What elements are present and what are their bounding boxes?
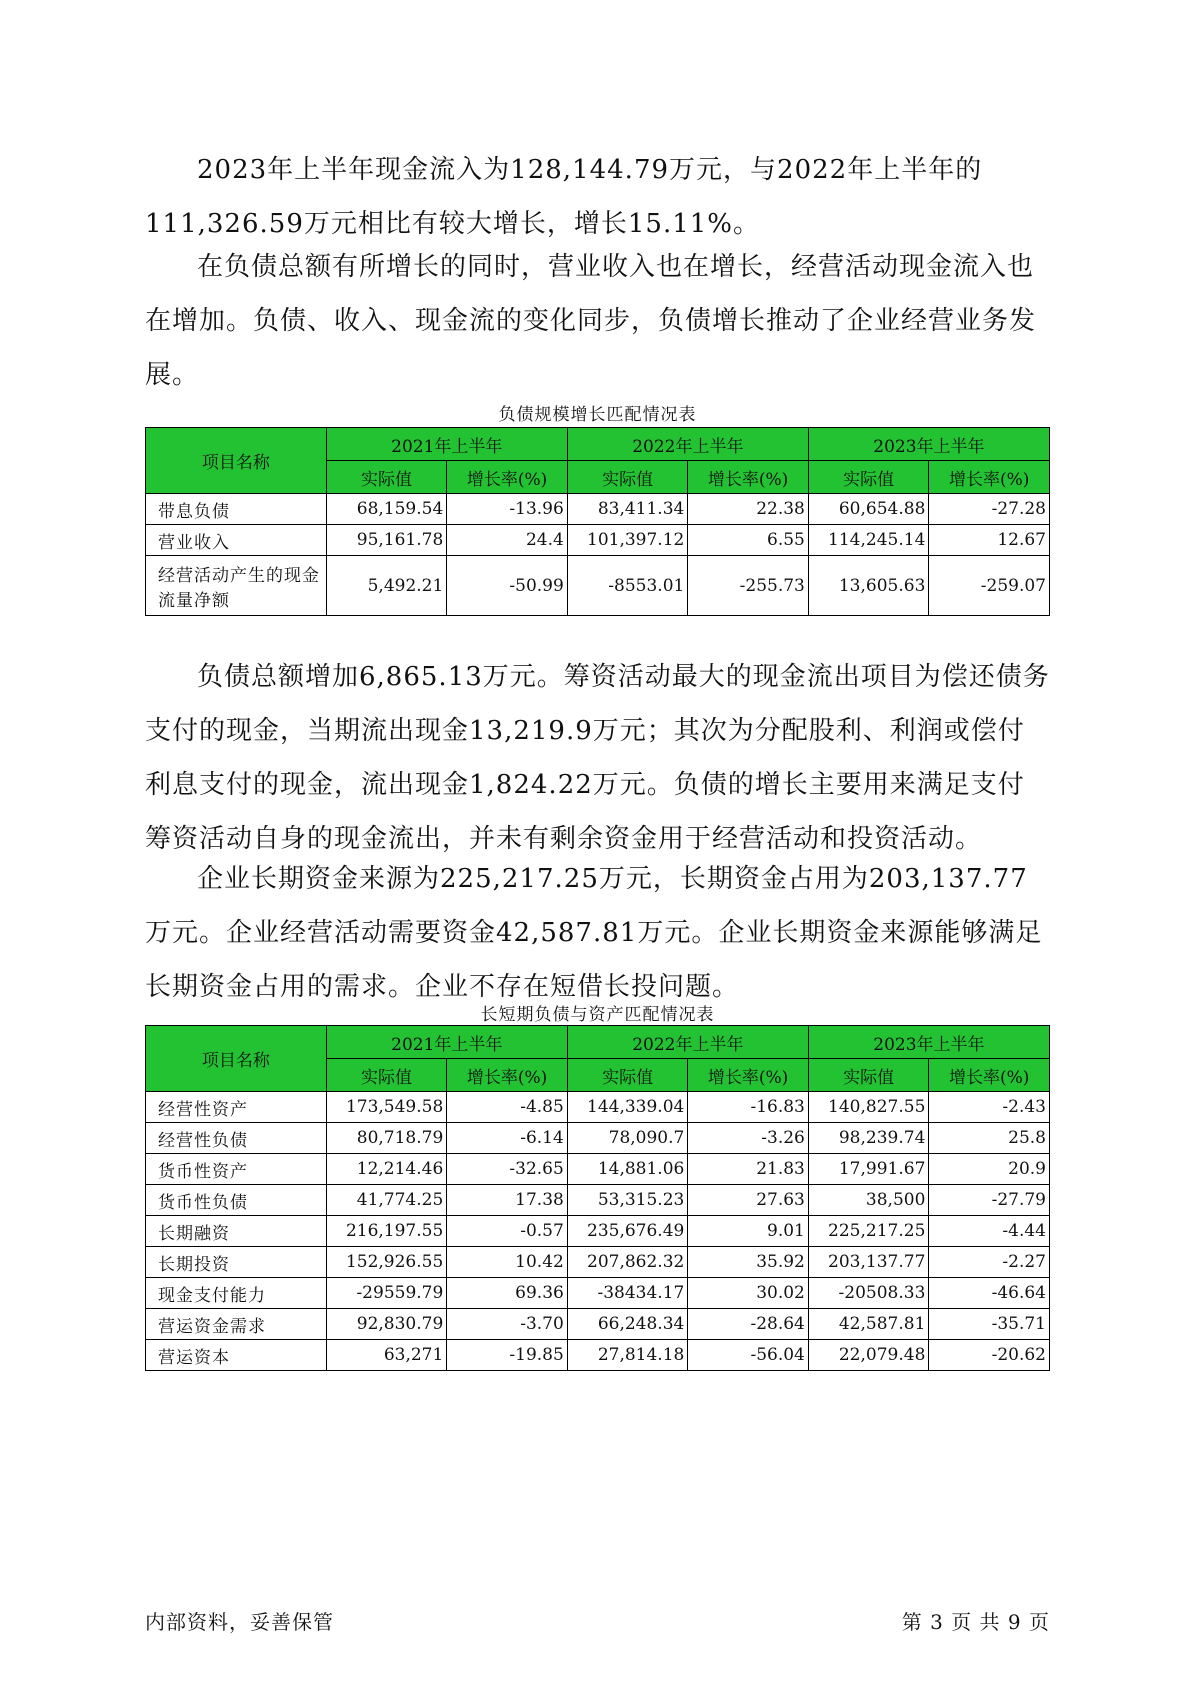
actual-value-cell: 83,411.34	[567, 494, 688, 525]
table-row	[146, 1278, 1050, 1309]
table-row	[146, 1216, 1050, 1247]
period-header: 2022年上半年	[567, 428, 808, 461]
actual-value-cell: 140,827.55	[808, 1092, 929, 1123]
growth-rate-header: 增长率(%)	[688, 1059, 809, 1092]
row-item-name: 货币性资产	[146, 1154, 327, 1185]
table-row	[146, 556, 1050, 616]
actual-value-cell: 42,587.81	[808, 1309, 929, 1340]
paragraph-cash-inflow: 2023年上半年现金流入为128,144.79万元，与2022年上半年的111,326.59万元相比有较大增长，增长15.11%。	[145, 155, 983, 239]
growth-rate-cell: -6.14	[447, 1123, 568, 1154]
table-row	[146, 1154, 1050, 1185]
row-item-name: 经营活动产生的现金流量净额	[146, 556, 327, 616]
growth-rate-cell: -35.71	[929, 1309, 1050, 1340]
actual-value-cell: 95,161.78	[326, 525, 447, 556]
actual-value-header: 实际值	[567, 461, 688, 494]
growth-rate-cell: -0.57	[447, 1216, 568, 1247]
actual-value-cell: 53,315.23	[567, 1185, 688, 1216]
row-item-name: 经营性资产	[146, 1092, 327, 1123]
item-name-header: 项目名称	[146, 428, 327, 494]
period-header: 2021年上半年	[326, 1026, 567, 1059]
growth-rate-cell: -4.85	[447, 1092, 568, 1123]
growth-rate-cell: -27.28	[929, 494, 1050, 525]
table2-caption: 长短期负债与资产匹配情况表	[480, 1005, 715, 1025]
liability-growth-table	[145, 427, 1050, 616]
paragraph-liability-growth: 在负债总额有所增长的同时，营业收入也在增长，经营活动现金流入也在增加。负债、收入、现金流的变化同步，负债增长推动了企业经营业务发展。	[145, 252, 1037, 390]
growth-rate-cell: -28.64	[688, 1309, 809, 1340]
actual-value-cell: -38434.17	[567, 1278, 688, 1309]
table1-body	[146, 494, 1050, 616]
actual-value-cell: 101,397.12	[567, 525, 688, 556]
row-item-name: 带息负债	[146, 494, 327, 525]
actual-value-cell: -20508.33	[808, 1278, 929, 1309]
actual-value-cell: 173,549.58	[326, 1092, 447, 1123]
actual-value-cell: 41,774.25	[326, 1185, 447, 1216]
growth-rate-cell: 69.36	[447, 1278, 568, 1309]
growth-rate-cell: -13.96	[447, 494, 568, 525]
table-row	[146, 1247, 1050, 1278]
actual-value-cell: 225,217.25	[808, 1216, 929, 1247]
table-row	[146, 494, 1050, 525]
actual-value-cell: 13,605.63	[808, 556, 929, 616]
actual-value-cell: 22,079.48	[808, 1340, 929, 1371]
table-row	[146, 1092, 1050, 1123]
actual-value-cell: 12,214.46	[326, 1154, 447, 1185]
growth-rate-cell: -2.43	[929, 1092, 1050, 1123]
row-item-name: 经营性负债	[146, 1123, 327, 1154]
growth-rate-cell: -50.99	[447, 556, 568, 616]
actual-value-cell: 203,137.77	[808, 1247, 929, 1278]
actual-value-cell: 216,197.55	[326, 1216, 447, 1247]
paragraph-long-term-funds: 企业长期资金来源为225,217.25万元，长期资金占用为203,137.77万元。企业经营活动需要资金42,587.81万元。企业长期资金来源能够满足长期资金占用的需求。企业不存在短借长投问题。	[145, 864, 1043, 1002]
table1-caption: 负债规模增长匹配情况表	[498, 405, 697, 425]
actual-value-cell: 5,492.21	[326, 556, 447, 616]
table2-body	[146, 1092, 1050, 1371]
growth-rate-cell: -3.70	[447, 1309, 568, 1340]
growth-rate-cell: 17.38	[447, 1185, 568, 1216]
growth-rate-cell: 27.63	[688, 1185, 809, 1216]
asset-liability-match-table	[145, 1025, 1050, 1371]
actual-value-cell: 98,239.74	[808, 1123, 929, 1154]
period-header: 2022年上半年	[567, 1026, 808, 1059]
growth-rate-cell: 20.9	[929, 1154, 1050, 1185]
actual-value-cell: 80,718.79	[326, 1123, 447, 1154]
actual-value-cell: 152,926.55	[326, 1247, 447, 1278]
row-item-name: 长期融资	[146, 1216, 327, 1247]
table-row	[146, 1123, 1050, 1154]
growth-rate-cell: 10.42	[447, 1247, 568, 1278]
growth-rate-cell: 9.01	[688, 1216, 809, 1247]
growth-rate-header: 增长率(%)	[447, 461, 568, 494]
actual-value-cell: 114,245.14	[808, 525, 929, 556]
actual-value-cell: 92,830.79	[326, 1309, 447, 1340]
table-row	[146, 1340, 1050, 1371]
period-header: 2023年上半年	[808, 428, 1049, 461]
actual-value-cell: 235,676.49	[567, 1216, 688, 1247]
actual-value-cell: 27,814.18	[567, 1340, 688, 1371]
period-header: 2021年上半年	[326, 428, 567, 461]
actual-value-header: 实际值	[326, 1059, 447, 1092]
growth-rate-cell: -255.73	[688, 556, 809, 616]
growth-rate-cell: -2.27	[929, 1247, 1050, 1278]
actual-value-cell: 78,090.7	[567, 1123, 688, 1154]
growth-rate-cell: -4.44	[929, 1216, 1050, 1247]
actual-value-cell: -8553.01	[567, 556, 688, 616]
growth-rate-cell: 22.38	[688, 494, 809, 525]
growth-rate-header: 增长率(%)	[929, 461, 1050, 494]
table-row	[146, 1309, 1050, 1340]
actual-value-cell: 38,500	[808, 1185, 929, 1216]
growth-rate-cell: 24.4	[447, 525, 568, 556]
growth-rate-cell: 12.67	[929, 525, 1050, 556]
table-row	[146, 525, 1050, 556]
growth-rate-header: 增长率(%)	[447, 1059, 568, 1092]
row-item-name: 长期投资	[146, 1247, 327, 1278]
actual-value-cell: 14,881.06	[567, 1154, 688, 1185]
footer-page-number: 第 3 页 共 9 页	[901, 1610, 1050, 1634]
actual-value-header: 实际值	[808, 461, 929, 494]
growth-rate-cell: -46.64	[929, 1278, 1050, 1309]
actual-value-cell: -29559.79	[326, 1278, 447, 1309]
row-item-name: 货币性负债	[146, 1185, 327, 1216]
growth-rate-cell: 21.83	[688, 1154, 809, 1185]
row-item-name: 现金支付能力	[146, 1278, 327, 1309]
growth-rate-cell: 25.8	[929, 1123, 1050, 1154]
paragraph-financing-outflow: 负债总额增加6,865.13万元。筹资活动最大的现金流出项目为偿还债务支付的现金，当期流出现金13,219.9万元；其次为分配股利、利润或偿付利息支付的现金，流出现金1,824.22万元。负债的增长主要用来满足支付筹资活动自身的现金流出，并未有剩余资金用于经营活动和投资活动。	[145, 662, 1050, 854]
growth-rate-cell: -20.62	[929, 1340, 1050, 1371]
row-item-name: 营运资本	[146, 1340, 327, 1371]
growth-rate-cell: -19.85	[447, 1340, 568, 1371]
actual-value-cell: 68,159.54	[326, 494, 447, 525]
growth-rate-header: 增长率(%)	[929, 1059, 1050, 1092]
actual-value-cell: 66,248.34	[567, 1309, 688, 1340]
growth-rate-cell: 35.92	[688, 1247, 809, 1278]
actual-value-cell: 144,339.04	[567, 1092, 688, 1123]
growth-rate-cell: -16.83	[688, 1092, 809, 1123]
row-item-name: 营业收入	[146, 525, 327, 556]
growth-rate-cell: -56.04	[688, 1340, 809, 1371]
growth-rate-header: 增长率(%)	[688, 461, 809, 494]
growth-rate-cell: -32.65	[447, 1154, 568, 1185]
growth-rate-cell: 6.55	[688, 525, 809, 556]
period-header: 2023年上半年	[808, 1026, 1049, 1059]
row-item-name: 营运资金需求	[146, 1309, 327, 1340]
table-row	[146, 1185, 1050, 1216]
actual-value-header: 实际值	[567, 1059, 688, 1092]
actual-value-cell: 207,862.32	[567, 1247, 688, 1278]
actual-value-cell: 63,271	[326, 1340, 447, 1371]
actual-value-cell: 60,654.88	[808, 494, 929, 525]
actual-value-header: 实际值	[326, 461, 447, 494]
actual-value-cell: 17,991.67	[808, 1154, 929, 1185]
item-name-header: 项目名称	[146, 1026, 327, 1092]
footer-confidential-note: 内部资料，妥善保管	[145, 1610, 334, 1634]
actual-value-header: 实际值	[808, 1059, 929, 1092]
growth-rate-cell: -3.26	[688, 1123, 809, 1154]
growth-rate-cell: 30.02	[688, 1278, 809, 1309]
growth-rate-cell: -259.07	[929, 556, 1050, 616]
growth-rate-cell: -27.79	[929, 1185, 1050, 1216]
